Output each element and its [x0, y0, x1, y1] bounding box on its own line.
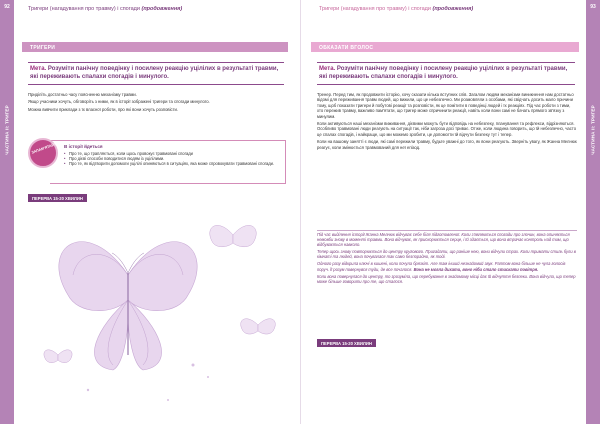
story-paragraph-text: Одного разу відкрила ключі в кишені, коли почула брязкіт. Але там інший незнайомий звук. Раптом вона більше не чула голосів поруч. Її розум повернувся туди, де все почалося. [317, 261, 566, 272]
right-running-head [319, 6, 473, 12]
remember-title: В історії йдеться [64, 144, 103, 149]
right-goal-text: Розуміти панічну поведінку і посилену реакцію уцілілих в результаті травми, які переживають спалахи спогадів і минулого. [319, 66, 568, 80]
remember-box [50, 140, 286, 184]
story-paragraph: Коли вона повернулася до центру, то зрозуміла, що перебування в знайомому місці дає їй відчуття безпеки. Вона відчула, що тепер може більше говорити про те, що сталося. [317, 273, 576, 284]
right-main-text [317, 92, 577, 152]
left-intro-line: Якщо учасники хочуть, обговоріть з ними, як в історії зображені тригери та спогади минулого. [28, 99, 210, 105]
right-story-text [317, 232, 577, 286]
left-side-label [0, 70, 14, 190]
left-break-tag: ПЕРЕРВА 15-20 ХВИЛИН [28, 194, 87, 202]
left-section-title: ТРИГЕРИ [22, 42, 288, 52]
left-side-label-text: ЧАСТИНА II: ТРИГЕР [4, 105, 10, 155]
right-page-number: 93 [590, 4, 596, 10]
left-goal-label: Мета. [30, 66, 47, 72]
right-goal-box [317, 62, 575, 85]
left-goal-text: Розуміти панічну поведінку і посилену реакцію уцілілих в результаті травми, які переживають спалахи спогадів і минулого. [30, 66, 279, 80]
right-paragraph: Коли на вашому занятті є люди, які самі пережили травму, будьте уважні до того, як вони реагують. Зверніть увагу, як Жанна Мелнюк реагує, коли змінюється травмований для неї епізод. [317, 139, 577, 150]
right-divider [317, 230, 577, 231]
right-side-label-text: ЧАСТИНА II: ТРИГЕР [590, 105, 596, 155]
right-section-title: ОБКАЗАТИ ВГОЛОС [311, 42, 579, 52]
remember-list [64, 151, 281, 167]
left-running-head-text: Тригери (нагадування про травму) і спогади [28, 6, 140, 12]
left-page-number: 92 [4, 4, 10, 10]
right-goal-label: Мета. [319, 66, 336, 72]
left-running-head [28, 6, 182, 12]
remember-badge-icon [28, 138, 58, 168]
remember-callout [28, 138, 286, 186]
right-paragraph: Тренер. Перед тим, як продовжити історію, хочу сказати кілька вступних слів. Загалом людям механізми виникнення нам достатньо відомі для переживання травм людей, що вижили, що це небезпечно. Ми розмовляли з особами, які свідчать досить мало причини тому, щоб показати тригери й побутові реакції та розповісти, як це помітити в поведінці людей і їх реакціях. Під час роботи з тими, хто пережив травму, важливо пам'ятати, що тригер може спричинити реакції, навіть коли вони самі не бачать прямого зв'язку з минулим. [317, 92, 574, 119]
butterflies-illustration-icon [18, 205, 300, 424]
remember-item: • Про дієві способи поводитися людям із уцілілими. [64, 156, 281, 161]
right-sidebar-strip [586, 0, 600, 424]
right-break-tag: ПЕРЕРВА 15-20 ХВИЛИН [317, 339, 376, 347]
left-intro-line: Приділіть достатньо часу поясненню механізму травми. [28, 92, 137, 97]
remember-item: • Про те, що трапляється, коли щось провокує травмовані спогади [64, 151, 281, 156]
right-paragraph: Коли активуються наші механізми виживання, дієвими можуть бути відповідь на небезпеку, планування та рефлекси, відрізняються. Особливо травмовані люди реагують на ситуації так, ніби загроза досі триває. Отже, коли людина говорить, що їй небезпечно, часто це спалах спогадів, і найкраще, що ми можемо зробити, це допомогти їй відчути безпеку тут і тепер. [317, 121, 577, 137]
story-paragraph: Під час виділення історії Жанна Мелнюк відчуває себе біля підготовленої. Коли з'являються спогади про злочин, вона опиняється немовби знову в моменті травми. Вона відчуває, як прискорюється серце, і їй здається, що вона втрачає контроль над тим, що відбувається навколо. [317, 232, 570, 248]
story-highlight: Вона не могла дихати, воно ніби стало стискати повітря. [413, 266, 539, 272]
remember-badge-text: ЗАПАМ'ЯТАЙТЕ [31, 141, 59, 155]
left-sidebar-strip [0, 0, 14, 424]
left-goal [30, 66, 282, 81]
left-goal-box [28, 62, 284, 85]
story-paragraph [317, 261, 577, 271]
right-running-head-text: Тригери (нагадування про травму) і спогади [319, 6, 431, 12]
right-goal [319, 66, 573, 81]
left-running-head-tag: (продовження) [141, 6, 183, 12]
right-page [300, 0, 600, 424]
remember-item: • Про те, як відтворити допомоги уцілілі опиняються в ситуаціях, яка може спровокувати травмовані спогади. [64, 161, 281, 166]
story-paragraph: Тепер щось знову повторюється до центру кругового. Пригадати, що раніше нею, вони відчули страх. Коли тримати стиль були в кімнаті та людей, вона почувалася так само безпорадно, як тоді. [317, 249, 576, 260]
right-side-label [586, 70, 600, 190]
right-running-head-tag: (продовження) [432, 6, 474, 12]
left-intro-line: Можна вивчити приклади з їх власної роботи, про які вони хочуть розповісти. [28, 106, 179, 112]
left-intro [28, 92, 284, 114]
